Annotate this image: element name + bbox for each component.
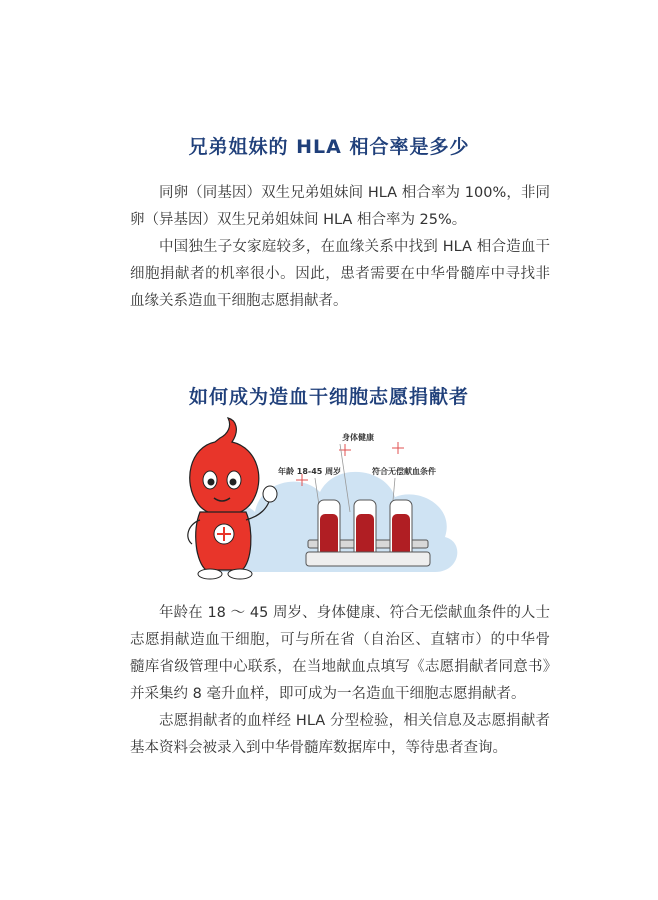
paragraph-unrelated-donor: 中国独生子女家庭较多，在血缘关系中找到 HLA 相合造血干细胞捐献者的机率很小。因此，患者需要在中华骨髓库中寻找非血缘关系造血干细胞志愿捐献者。: [130, 239, 550, 309]
test-tube-2: [354, 500, 376, 558]
donor-requirements-illustration: [170, 412, 470, 587]
test-tube-1: [318, 500, 340, 558]
test-tube-3: [390, 500, 412, 558]
paragraph-donor-requirements: 年龄在 18 ～ 45 周岁、身体健康、符合无偿献血条件的人士志愿捐献造血干细胞，可与所在省（自治区、直辖市）的中华骨髓库省级管理中心联系，在当地献血点填写《志愿捐献者同意书》并采集约 8 毫升血样，即可成为一名造血干细胞志愿捐献者。: [130, 605, 550, 702]
label-age: 年龄 18-45 周岁: [278, 467, 342, 476]
section-title-become-donor: 如何成为造血干细胞志愿捐献者: [188, 386, 469, 408]
section-title-hla-match-rate: 兄弟姐妹的 HLA 相合率是多少: [188, 136, 470, 158]
label-blood-donation: 符合无偿献血条件: [372, 467, 436, 476]
tube-rack-base: [306, 552, 430, 566]
paragraph-hla-typing: 志愿捐献者的血样经 HLA 分型检验，相关信息及志愿捐献者基本资料会被录入到中华骨髓库数据库中，等待患者查询。: [130, 713, 550, 756]
label-healthy: 身体健康: [342, 433, 374, 442]
paragraph-twin-match-rate: 同卵（同基因）双生兄弟姐妹间 HLA 相合率为 100%，非同卵（异基因）双生兄弟姐妹间 HLA 相合率为 25%。: [130, 185, 550, 228]
